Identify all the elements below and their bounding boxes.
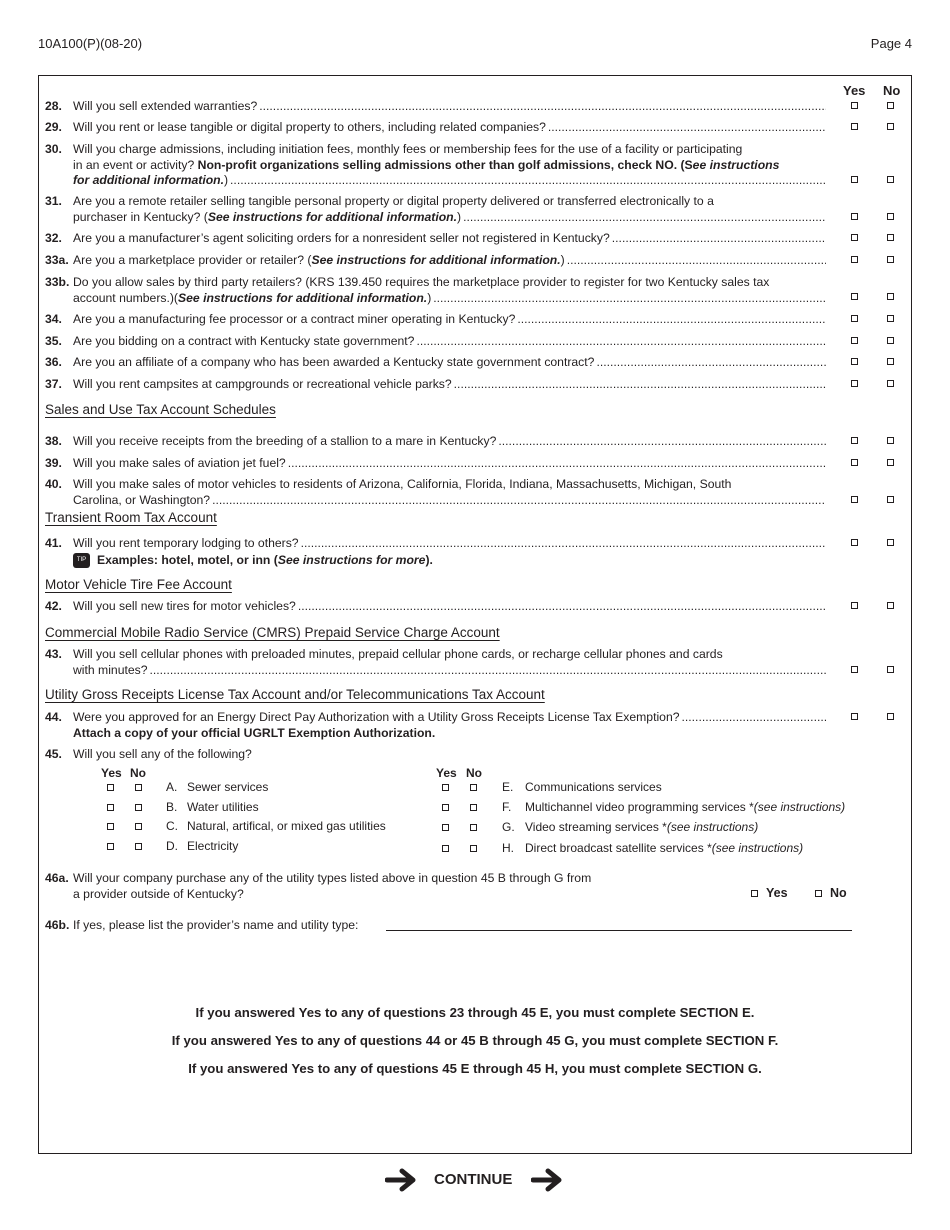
q46a-yes-label: Yes (766, 886, 788, 900)
q45-a-no-checkbox[interactable] (135, 784, 142, 791)
q45-e-yes-checkbox[interactable] (442, 784, 449, 791)
q45-b-yes-checkbox[interactable] (107, 804, 114, 811)
q32-no-checkbox[interactable] (887, 234, 894, 241)
question-text-bold: Attach a copy of your official UGRLT Exemption Authorization. (73, 725, 436, 740)
yes-column-header: Yes (843, 83, 866, 98)
instruction-section-f: If you answered Yes to any of questions 44 or 45 B through 45 G, you must complete SECTION F. (171, 1033, 779, 1048)
question-number: 45. (45, 747, 62, 761)
question-text: ) (427, 290, 432, 305)
question-text: Do you allow sales by third party retailers? (KRS 139.450 requires the marketplace provider to register for two Kentucky sales tax (73, 275, 770, 289)
instructions-ref: See instructions for additional information. (311, 253, 561, 267)
q33b-yes-checkbox[interactable] (851, 293, 858, 300)
arrow-right-icon (531, 1168, 565, 1192)
q35-yes-checkbox[interactable] (851, 337, 858, 344)
q38-yes-checkbox[interactable] (851, 437, 858, 444)
q34-no-checkbox[interactable] (887, 315, 894, 322)
q45-d-yes-checkbox[interactable] (107, 843, 114, 850)
question-text: Will you rent or lease tangible or digital property to others, including related companies? (73, 120, 546, 134)
question-number: 40. (45, 477, 62, 491)
question-text: Carolina, or Washington? (73, 492, 211, 507)
q45-f-yes-checkbox[interactable] (442, 804, 449, 811)
section-heading-utility: Utility Gross Receipts License Tax Account and/or Telecommunications Tax Account (45, 687, 545, 702)
q45-option-label: Electricity (187, 839, 239, 853)
question-text: ) (457, 209, 462, 224)
q45-option-letter: G. (502, 820, 515, 834)
q45-option-label: Sewer services (187, 780, 269, 794)
q45-option-letter: F. (502, 800, 512, 814)
question-number: 46b. (45, 918, 70, 932)
question-number: 28. (45, 99, 62, 113)
question-text: Will you make sales of aviation jet fuel? (73, 456, 286, 470)
tip-text: ). (425, 552, 433, 567)
q33a-no-checkbox[interactable] (887, 256, 894, 263)
q29-no-checkbox[interactable] (887, 123, 894, 130)
question-text: Are you an affiliate of a company who has been awarded a Kentucky state government contract? (73, 355, 595, 369)
question-text-bold: (S (677, 157, 693, 172)
q41-yes-checkbox[interactable] (851, 539, 858, 546)
q45-c-no-checkbox[interactable] (135, 823, 142, 830)
question-text: Are you a manufacturing fee processor or a contract miner operating in Kentucky? (73, 312, 516, 326)
q45-right-no-header: No (466, 766, 482, 780)
question-number: 33a. (45, 253, 69, 267)
q45-option-label: Direct broadcast satellite services *(see instructions) (525, 841, 804, 855)
q39-yes-checkbox[interactable] (851, 459, 858, 466)
question-text: Will your company purchase any of the utility types listed above in question 45 B through G from (73, 871, 592, 885)
q45-left-yes-header: Yes (101, 766, 122, 780)
question-text: in an event or activity? (73, 157, 198, 172)
q45-g-no-checkbox[interactable] (470, 824, 477, 831)
q45-option-letter: E. (502, 780, 514, 794)
question-text: If yes, please list the provider’s name and utility type: (73, 918, 359, 932)
q29-yes-checkbox[interactable] (851, 123, 858, 130)
q45-option-label: Water utilities (187, 800, 259, 814)
q44-no-checkbox[interactable] (887, 713, 894, 720)
instructions-ref: See instructions for additional information. (178, 290, 428, 305)
q45-option-letter: H. (502, 841, 514, 855)
q36-no-checkbox[interactable] (887, 358, 894, 365)
q43-no-checkbox[interactable] (887, 666, 894, 673)
q45-h-yes-checkbox[interactable] (442, 845, 449, 852)
provider-name-input-line[interactable] (386, 930, 852, 931)
q45-option-letter: A. (166, 780, 178, 794)
question-text: ) (560, 253, 565, 267)
instruction-section-g: If you answered Yes to any of questions 45 E through 45 H, you must complete SECTION G. (188, 1061, 762, 1076)
q45-option-label: Multichannel video programming services *(see instructions) (525, 800, 846, 814)
question-number: 43. (45, 647, 62, 661)
section-heading-cmrs: Commercial Mobile Radio Service (CMRS) Prepaid Service Charge Account (45, 625, 500, 640)
question-text: account numbers.)( (73, 290, 178, 305)
question-text: a provider outside of Kentucky? (73, 886, 244, 901)
instructions-ref: ee instructions (692, 157, 780, 172)
question-number: 38. (45, 434, 62, 448)
q37-yes-checkbox[interactable] (851, 380, 858, 387)
instruction-section-e: If you answered Yes to any of questions 23 through 45 E, you must complete SECTION E. (195, 1005, 755, 1020)
tip-icon: TIP (73, 553, 90, 568)
q28-no-checkbox[interactable] (887, 102, 894, 109)
q46a-no-label: No (830, 886, 847, 900)
question-text: ) (223, 173, 229, 187)
question-number: 36. (45, 355, 62, 369)
question-text: Are you a remote retailer selling tangible personal property or digital property delivered or transferred electronically to a (73, 194, 714, 208)
question-text: Will you sell extended warranties? (73, 99, 258, 113)
question-number: 37. (45, 377, 62, 391)
question-text: Will you make sales of motor vehicles to residents of Arizona, California, Florida, Indiana, Massachusetts, Michigan, South (73, 477, 732, 491)
question-text: Are you bidding on a contract with Kentucky state government? (73, 334, 415, 348)
q30-no-checkbox[interactable] (887, 176, 894, 183)
question-text: Are you a manufacturer’s agent soliciting orders for a nonresident seller not registered in Kentucky? (73, 231, 610, 245)
q45-h-no-checkbox[interactable] (470, 845, 477, 852)
section-heading-transient-room: Transient Room Tax Account (45, 510, 217, 525)
q30-yes-checkbox[interactable] (851, 176, 858, 183)
question-text: Will you rent campsites at campgrounds or recreational vehicle parks? (73, 377, 452, 391)
q37-no-checkbox[interactable] (887, 380, 894, 387)
q36-yes-checkbox[interactable] (851, 358, 858, 365)
q38-no-checkbox[interactable] (887, 437, 894, 444)
form-id: 10A100(P)(08-20) (38, 36, 143, 51)
question-text: Will you receive receipts from the breeding of a stallion to a mare in Kentucky? (73, 434, 497, 448)
question-number: 42. (45, 599, 62, 613)
q42-no-checkbox[interactable] (887, 602, 894, 609)
question-text: Are you a marketplace provider or retailer? ( (73, 253, 312, 267)
q33b-no-checkbox[interactable] (887, 293, 894, 300)
question-number: 46a. (45, 871, 69, 885)
q45-option-letter: B. (166, 800, 178, 814)
q45-left-no-header: No (130, 766, 146, 780)
section-heading-tire-fee: Motor Vehicle Tire Fee Account (45, 577, 232, 592)
continue-label[interactable]: CONTINUE (434, 1171, 513, 1188)
q40-no-checkbox[interactable] (887, 496, 894, 503)
q45-b-no-checkbox[interactable] (135, 804, 142, 811)
question-text-bold: Non-profit organizations selling admissions other than golf admissions, check NO. (197, 157, 678, 172)
question-number: 35. (45, 334, 62, 348)
q45-c-yes-checkbox[interactable] (107, 823, 114, 830)
q44-yes-checkbox[interactable] (851, 713, 858, 720)
q45-option-label: Video streaming services *(see instructions) (525, 820, 759, 834)
question-text: Will you sell new tires for motor vehicles? (73, 599, 296, 613)
question-text: Will you sell cellular phones with preloaded minutes, prepaid cellular phone cards, or recharge cellular phones and cards (73, 647, 723, 661)
q45-d-no-checkbox[interactable] (135, 843, 142, 850)
q34-yes-checkbox[interactable] (851, 315, 858, 322)
question-number: 30. (45, 142, 62, 156)
q45-g-yes-checkbox[interactable] (442, 824, 449, 831)
q45-option-letter: D. (166, 839, 178, 853)
question-text: Will you charge admissions, including initiation fees, monthly fees or membership fees for the use of a facility or participating (73, 142, 743, 156)
q45-option-label: Communications services (525, 780, 662, 794)
q45-a-yes-checkbox[interactable] (107, 784, 114, 791)
q31-no-checkbox[interactable] (887, 213, 894, 220)
instructions-ref: for additional information. (73, 173, 224, 187)
q46a-yes-checkbox[interactable] (751, 890, 758, 897)
section-heading-sales-use: Sales and Use Tax Account Schedules (45, 402, 276, 417)
q33a-yes-checkbox[interactable] (851, 256, 858, 263)
q46a-no-checkbox[interactable] (815, 890, 822, 897)
no-column-header: No (883, 83, 901, 98)
question-text: purchaser in Kentucky? ( (73, 209, 208, 224)
question-number: 44. (45, 710, 62, 724)
arrow-right-icon (385, 1168, 419, 1192)
question-number: 33b. (45, 275, 70, 289)
q28-yes-checkbox[interactable] (851, 102, 858, 109)
instructions-ref: See instructions for more (277, 552, 426, 567)
question-number: 31. (45, 194, 62, 208)
page-number: Page 4 (870, 36, 912, 51)
q32-yes-checkbox[interactable] (851, 234, 858, 241)
question-number: 39. (45, 456, 62, 470)
q43-yes-checkbox[interactable] (851, 666, 858, 673)
q40-yes-checkbox[interactable] (851, 496, 858, 503)
question-number: 32. (45, 231, 62, 245)
question-text: with minutes? (73, 662, 148, 677)
question-text: Will you rent temporary lodging to others? (73, 536, 299, 550)
instructions-ref: See instructions for additional information. (207, 209, 457, 224)
q45-option-letter: C. (166, 819, 178, 833)
tip-text: Examples: hotel, motel, or inn ( (97, 552, 278, 567)
q42-yes-checkbox[interactable] (851, 602, 858, 609)
question-number: 29. (45, 120, 62, 134)
question-text: Will you sell any of the following? (73, 747, 252, 761)
question-text: Were you approved for an Energy Direct Pay Authorization with a Utility Gross Receipts License Tax Exemption? (73, 710, 680, 724)
question-number: 41. (45, 536, 62, 550)
q35-no-checkbox[interactable] (887, 337, 894, 344)
q45-right-yes-header: Yes (436, 766, 457, 780)
q39-no-checkbox[interactable] (887, 459, 894, 466)
q31-yes-checkbox[interactable] (851, 213, 858, 220)
q41-no-checkbox[interactable] (887, 539, 894, 546)
question-number: 34. (45, 312, 62, 326)
q45-option-label: Natural, artifical, or mixed gas utilities (187, 819, 386, 833)
q45-f-no-checkbox[interactable] (470, 804, 477, 811)
q45-e-no-checkbox[interactable] (470, 784, 477, 791)
